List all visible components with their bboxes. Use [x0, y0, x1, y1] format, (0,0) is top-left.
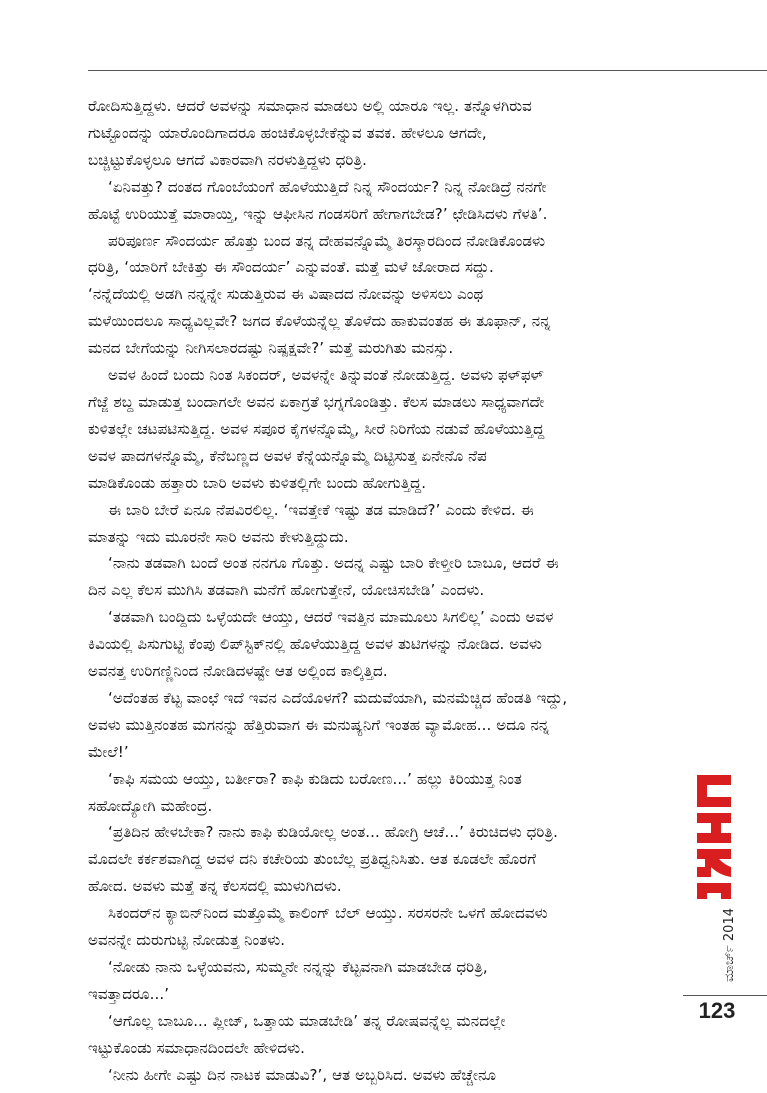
page-number: 123 [698, 998, 736, 1023]
text-line: ಸಹೋದ್ಯೋಗಿ ಮಹೇಂದ್ರ. [88, 796, 213, 815]
text-line: ಮಾತನ್ನು ಇದು ಮೂರನೇ ಸಾರಿ ಅವನು ಕೇಳುತ್ತಿದ್ದುದು. [88, 527, 349, 546]
paragraph [88, 281, 683, 362]
text-line: ಅವಳ ಹಿಂದೆ ಬಂದು ನಿಂತ ಸಿಕಂದರ್, ಅವಳನ್ನೇ ತಿನ್ನುವಂತೆ ನೋಡುತ್ತಿದ್ದ. ಅವಳು ಫಳ್‌ಫಳ್ [108, 366, 544, 385]
text-line: ದಿನ ಎಲ್ಲ ಕೆಲಸ ಮುಗಿಸಿ ತಡವಾಗಿ ಮನೆಗೆ ಹೋಗುತ್ತೇನೆ, ಯೋಚಿಸಬೇಡಿ’ ಎಂದಳು. [88, 581, 485, 600]
paragraph [88, 819, 683, 900]
text-line: ಅವಳು ಮುತ್ತಿನಂತಹ ಮಗನನ್ನು ಹೆತ್ತಿರುವಾಗ ಈ ಮನುಷ್ಯನಿಗೆ ಇಂತಹ ವ್ಯಾಮೋಹ... ಅದೂ ನನ್ನ [88, 715, 550, 734]
issue-date-text: ಮಾರ್ಚ್ 2014 [722, 908, 737, 982]
text-line: ‘ತಡವಾಗಿ ಬಂದ್ದಿದು ಒಳ್ಳೆಯದೇ ಆಯ್ತು, ಆದರೆ ಇವತ್ತಿನ ಮಾಮೂಲು ಸಿಗಲಿಲ್ಲ’ ಎಂದು ಅವಳ [108, 608, 554, 627]
text-line: ಈ ಬಾರಿ ಬೇರೆ ಏನೂ ನೆಪವಿರಲಿಲ್ಲ. ‘ಇವತ್ತೇಕೆ ಇಷ್ಟು ತಡ ಮಾಡಿದೆ?’ ಎಂದು ಕೇಳಿದ. ಈ [108, 500, 534, 519]
text-line: ಪರಿಪೂರ್ಣ ಸೌಂದರ್ಯ ಹೊತ್ತು ಬಂದ ತನ್ನ ದೇಹವನ್ನೊಮ್ಮೆ ತಿರಸ್ಕಾರದಿಂದ ನೋಡಿಕೊಂಡಳು [108, 231, 546, 250]
bottom-rule [683, 995, 767, 996]
paragraph [88, 497, 683, 551]
paragraph [88, 1008, 683, 1062]
paragraph [88, 766, 683, 820]
text-line: ಮೇಲೆ!’ [88, 742, 129, 761]
paragraph [88, 228, 683, 282]
text-line: ‘ಕಾಫಿ ಸಮಯ ಆಯ್ತು, ಬರ್ತೀರಾ? ಕಾಫಿ ಕುಡಿದು ಬರೋಣ...’ ಹಲ್ಲು ಕಿರಿಯುತ್ತ ನಿಂತ [108, 769, 522, 788]
paragraph [88, 900, 683, 954]
paragraph [88, 1062, 683, 1089]
text-line: ‘ನೋಡು ನಾನು ಒಳ್ಳೆಯವನು, ಸುಮ್ಮನೇ ನನ್ನನ್ನು ಕೆಟ್ಟವನಾಗಿ ಮಾಡಬೇಡ ಧರಿತ್ರಿ, [108, 958, 488, 976]
top-rule [88, 70, 767, 71]
text-line: ‘ಪ್ರತಿದಿನ ಹೇಳಬೇಕಾ? ನಾನು ಕಾಫಿ ಕುಡಿಯೋಲ್ಲ ಅಂತ... ಹೋಗ್ರಿ ಆಚೆ...’ ಕಿರುಚಿದಳು ಧರಿತ್ರಿ. [108, 823, 558, 842]
paragraph [88, 954, 683, 1008]
text-line: ಹೋದ. ಅವಳು ಮತ್ತೆ ತನ್ನ ಕೆಲಸದಲ್ಲಿ ಮುಳುಗಿದಳು. [88, 877, 342, 896]
text-line: ಅವನನ್ನೇ ದುರುಗುಟ್ಟಿ ನೋಡುತ್ತ ನಿಂತಳು. [88, 931, 286, 950]
paragraph [88, 362, 683, 497]
text-line: ಅವನತ್ತ ಉರಿಗಣ್ಣಿನಿಂದ ನೋಡಿದಳಷ್ಟೇ ಆತ ಅಲ್ಲಿಂದ ಕಾಲ್ಕಿತ್ತಿದ. [88, 662, 388, 681]
text-line: ‘ಅದೆಂತಹ ಕೆಟ್ಟ ವಾಂಛೆ ಇದೆ ಇವನ ಎದೆಯೊಳಗೆ? ಮದುವೆಯಾಗಿ, ಮನಮೆಚ್ಚಿದ ಹೆಂಡತಿ ಇದ್ದು, [108, 688, 568, 707]
text-line: ಹೊಟ್ಟೆ ಉರಿಯುತ್ತೆ ಮಾರಾಯ್ತಿ, ಇನ್ನು ಆಫೀಸಿನ ಗಂಡಸರಿಗೆ ಹೇಗಾಗಬೇಡ?’ ಛೇಡಿಸಿದಳು ಗೆಳತಿ’. [88, 204, 548, 223]
paragraph [88, 93, 683, 174]
paragraph [88, 604, 683, 685]
text-line: ಗುಟ್ಟೊಂದನ್ನು ಯಾರೊಂದಿಗಾದರೂ ಹಂಚಿಕೊಳ್ಳಬೇಕೆನ್ನುವ ತವಕ. ಹೇಳಲೂ ಆಗದೇ, [88, 123, 487, 142]
text-line: ಇಟ್ಟುಕೊಂಡು ಸಮಾಧಾನದಿಂದಲೇ ಹೇಳಿದಳು. [88, 1038, 306, 1057]
text-line: ಮೊದಲೇ ಕರ್ಕಶವಾಗಿದ್ದ ಅವಳ ದನಿ ಕಚೇರಿಯ ತುಂಬೆಲ್ಲ ಪ್ರತಿಧ್ವನಿಸಿತು. ಆತ ಕೂಡಲೇ ಹೊರಗೆ [88, 850, 537, 869]
magazine-sidebar [689, 770, 743, 985]
text-line: ‘ಏನಿವತ್ತು? ದಂತದ ಗೊಂಬೆಯಂಗೆ ಹೊಳೆಯುತ್ತಿದೆ ನಿನ್ನ ಸೌಂದರ್ಯ? ನಿನ್ನ ನೋಡಿದ್ರೆ ನನಗೇ [108, 177, 547, 196]
text-line: ‘ನನ್ನೆದೆಯಲ್ಲಿ ಅಡಗಿ ನನ್ನನ್ನೇ ಸುಡುತ್ತಿರುವ ಈ ವಿಷಾದದ ನೋವನ್ನು ಅಳಿಸಲು ಎಂಥ [88, 285, 484, 304]
paragraph [88, 685, 683, 766]
text-line: ಕಿವಿಯಲ್ಲಿ ಪಿಸುಗುಟ್ಟಿ ಕೆಂಪು ಲಿಪ್‌ಸ್ಟಿಕ್‌ನಲ್ಲಿ ಹೊಳೆಯುತ್ತಿದ್ದ ಅವಳ ತುಟಿಗಳನ್ನು ನೋಡಿದ. ಅವಳು [88, 635, 543, 654]
text-line: ಅವಳ ಪಾದಗಳನ್ನೊಮ್ಮೆ, ಕೆನೆಬಣ್ಣದ ಅವಳ ಕೆನ್ನೆಯನ್ನೊಮ್ಮೆ ದಿಟ್ಟಿಸುತ್ತ ಏನೇನೊ ನೆಪ [88, 446, 487, 465]
text-line: ಮನದ ಬೇಗೆಯನ್ನು ನೀಗಿಸಲಾರದಷ್ಟು ನಿಷ್ಪಕ್ಷವೇ?’ ಮತ್ತೆ ಮರುಗಿತು ಮನಸ್ಸು. [88, 339, 454, 358]
article-body [88, 93, 683, 1089]
magazine-logo [693, 771, 735, 903]
text-line: ಗೆಜ್ಜೆ ಶಬ್ದ ಮಾಡುತ್ತ ಬಂದಾಗಲೇ ಅವನ ಏಕಾಗ್ರತೆ ಭಗ್ನಗೊಂಡಿತ್ತು. ಕೆಲಸ ಮಾಡಲು ಸಾಧ್ಯವಾಗದೇ [88, 392, 545, 411]
text-line: ‘ಆಗೊಲ್ಲ ಬಾಬೂ... ಪ್ಲೀಜ್, ಒತ್ತಾಯ ಮಾಡಬೇಡಿ’ ತನ್ನ ರೋಷವನ್ನೆಲ್ಲ ಮನದಲ್ಲೇ [108, 1011, 506, 1030]
text-line: ಸಿಕಂದರ್‌ನ ಕ್ಯಾಬಿನ್‌ನಿಂದ ಮತ್ತೊಮ್ಮೆ ಕಾಲಿಂಗ್ ಬೆಲ್ ಆಯ್ತು. ಸರಸರನೇ ಒಳಗೆ ಹೋದವಳು [108, 904, 548, 923]
text-line: ಕುಳಿತಲ್ಲೇ ಚಟಪಟಿಸುತ್ತಿದ್ದ. ಅವಳ ಸಪೂರ ಕೈಗಳನ್ನೊಮ್ಮೆ, ಸೀರೆ ನಿರಿಗೆಯ ನಡುವೆ ಹೊಳೆಯುತ್ತಿದ್ದ [88, 419, 545, 438]
text-line: ‘ನೀನು ಹೀಗೇ ಎಷ್ಟು ದಿನ ನಾಟಕ ಮಾಡುವಿ?’, ಆತ ಅಬ್ಬರಿಸಿದ. ಅವಳು ಹೆಚ್ಚೇನೂ [108, 1065, 497, 1084]
text-line: ಧರಿತ್ರಿ, ‘ಯಾರಿಗೆ ಬೇಕಿತ್ತು ಈ ಸೌಂದರ್ಯ’ ಎನ್ನುವಂತೆ. ಮತ್ತೆ ಮಳೆ ಜೋರಾದ ಸದ್ದು. [88, 258, 494, 277]
text-line: ಬಚ್ಚಿಟ್ಟುಕೊಳ್ಳಲೂ ಆಗದೆ ವಿಕಾರವಾಗಿ ನರಳುತ್ತಿದ್ದಳು ಧರಿತ್ರಿ. [88, 150, 367, 169]
text-line: ಮಾಡಿಕೊಂಡು ಹತ್ತಾರು ಬಾರಿ ಅವಳು ಕುಳಿತಲ್ಲಿಗೇ ಬಂದು ಹೋಗುತ್ತಿದ್ದ. [88, 473, 427, 492]
issue-date [720, 910, 740, 982]
paragraph [88, 174, 683, 228]
text-line: ರೋದಿಸುತ್ತಿದ್ದಳು. ಆದರೆ ಅವಳನ್ನು ಸಮಾಧಾನ ಮಾಡಲು ಅಲ್ಲಿ ಯಾರೂ ಇಲ್ಲ. ತನ್ನೊಳಗಿರುವ [88, 97, 532, 115]
text-line: ಮಳೆಯಿಂದಲೂ ಸಾಧ್ಯವಿಲ್ಲವೇ? ಜಗದ ಕೊಳೆಯನ್ನೆಲ್ಲ ತೊಳೆದು ಹಾಕುವಂತಹ ಈ ತೂಫಾನ್, ನನ್ನ [88, 312, 551, 331]
paragraph [88, 550, 683, 604]
text-line: ‘ನಾನು ತಡವಾಗಿ ಬಂದೆ ಅಂತ ನನಗೂ ಗೊತ್ತು. ಅದನ್ನ ಎಷ್ಟು ಬಾರಿ ಕೇಳ್ತೀರಿ ಬಾಬೂ, ಆದರೆ ಈ [108, 554, 559, 573]
text-line: ಇವತ್ತಾದರೂ...’ [88, 984, 170, 1003]
